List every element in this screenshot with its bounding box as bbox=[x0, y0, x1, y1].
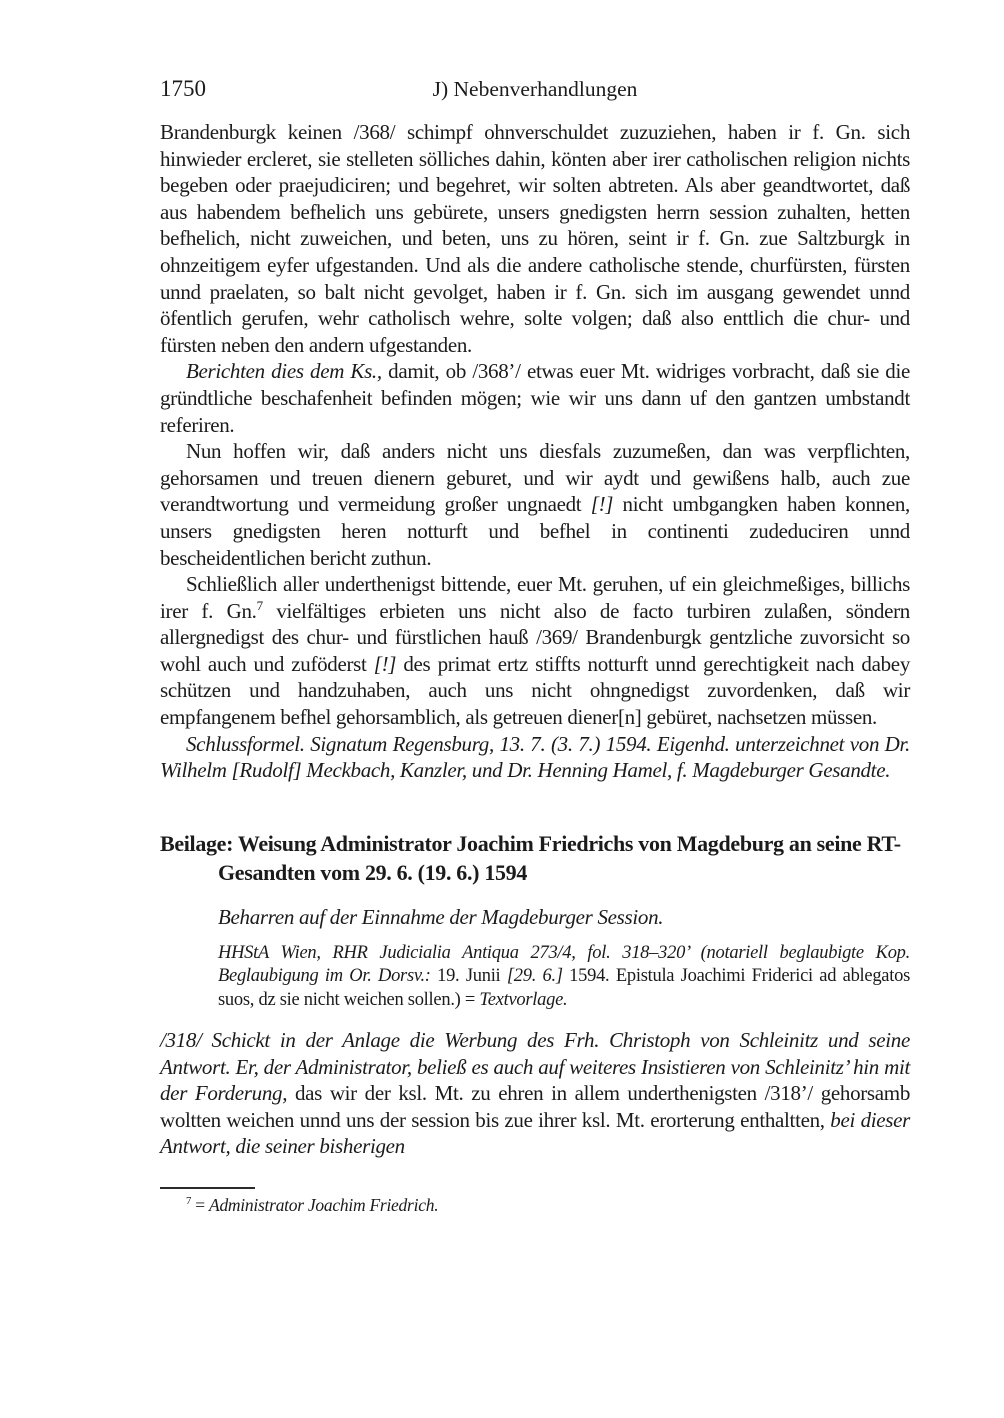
body-paragraph-brandenburgk: Brandenburgk keinen /368/ schimpf ohnverschuldet zuzuziehen, haben ir f. Gn. sich hinwieder ercleret, sie stelleten sölliches dahin, könten aber irer catholischen religion nichts begeben oder praejudiciren; und begehret, wir solten abtreten. Als aber geandtwortet, daß aus habendem befhelich uns gebürete, unsers gnedigsten herrn session zuhalten, hetten befhelich, nicht zuweichen, und beten, uns zu hören, seint ir f. Gn. zue Saltzburgk in ohnzeitigem eyfer ufgestanden. Und als die andere catholische stende, churfürsten, fürsten unnd praelaten, so balt nicht gevolget, haben ir f. Gn. sich im ausgang gewendet unnd öfentlich gerufen, wehr catholisch wehre, solte volgen; daß also enttlich die chur- und fürsten neben den andern ufgestanden. bbox=[160, 120, 910, 357]
beilage-heading: Beilage: Weisung Administrator Joachim Friedrichs von Magdeburg an seine RT-Gesandten vom 29. 6. (19. 6.) 1594 bbox=[160, 830, 901, 886]
beilage-body-paragraph: /318/ Schickt in der Anlage die Werbung des Frh. Christoph von Schleinitz und seine Antwort. Er, der Administrator, beließ es auch auf weiteres Insistieren von Schleinitz’ hin mit der Forderung, das wir der ksl. Mt. zu ehren in allem underthenigsten /318’/ gehorsamb woltten weichen unnd uns der session bis zue ihrer ksl. Mt. erorterung enthaltten, bei dieser Antwort, die seiner bisherigen bbox=[160, 1028, 911, 1159]
body-paragraph-berichten: Berichten dies dem Ks., damit, ob /368’/ etwas euer Mt. widriges vorbracht, daß sie die gründtliche beschafenheit befinden mögen; wie wir uns dann uf den gantzen umbstandt referiren. bbox=[160, 359, 910, 437]
body-paragraph-schliesslich: Schließlich aller underthenigst bittende, euer Mt. geruhen, uf ein gleichmeßiges, billichs irer f. Gn.$^7$ vielfältiges erbieten uns nicht also de facto turbiren zulaßen, söndern allergnedigst des chur- und fürstlichen hauß /369/ Brandenburgk gentzliche zuvorsicht so wohl auch und zuföderst [!] des primat ertz stiffts notturft unnd gerechtigkeit nach dabey schützen und handzuhaben, auch uns nicht ohngnedigst zuvordenken, daß wir empfangenem befhel gehorsamblich, als getreuen diener[n] gebüret, nachsetzen müssen. bbox=[160, 572, 910, 730]
text-column bbox=[160, 76, 910, 1216]
beilage-subtitle: Beharren auf der Einnahme der Magdeburger Session. bbox=[218, 904, 664, 929]
beilage-source-note: HHStA Wien, RHR Judicialia Antiqua 273/4, fol. 318–320’ (notariell beglaubigte Kop. Beglaubigung im Or. Dorsv.: 19. Junii [29. 6.] 1594. Epistula Joachimi Friderici ad ablegatos suos, dz sie nicht weichen sollen.) = Textvorlage. bbox=[218, 942, 910, 1010]
footnote-block bbox=[160, 1187, 910, 1216]
page-header bbox=[160, 76, 910, 104]
footnote-rule bbox=[160, 1187, 255, 1189]
body-paragraph-nun-hoffen: Nun hoffen wir, daß anders nicht uns diesfals zuzumeßen, dan was verpflichten, gehorsamen und treuen dienern geburet, und wir aydt und gewißens halb, auch zue verandtwortung und vermeidung großer ungnaedt [!] nicht umbgangken haben konnen, unsers gnedigsten heren notturft und befhel in continenti zudeduciren unnd bescheidentlichen bericht zuthun. bbox=[160, 439, 910, 570]
footnote-text bbox=[160, 1194, 910, 1216]
running-head: J) Nebenverhandlungen bbox=[432, 77, 638, 101]
footnote-body: = Administrator Joachim Friedrich. bbox=[191, 1195, 439, 1216]
body-paragraph-schlussformel: Schlussformel. Signatum Regensburg, 13. 7. (3. 7.) 1594. Eigenhd. unterzeichnet von Dr. Wilhelm [Rudolf] Meckbach, Kanzler, und Dr. Henning Hamel, f. Magdeburger Gesandte. bbox=[160, 731, 910, 783]
page-number: 1750 bbox=[160, 76, 206, 101]
footnote-marker: 7 bbox=[186, 1195, 192, 1208]
